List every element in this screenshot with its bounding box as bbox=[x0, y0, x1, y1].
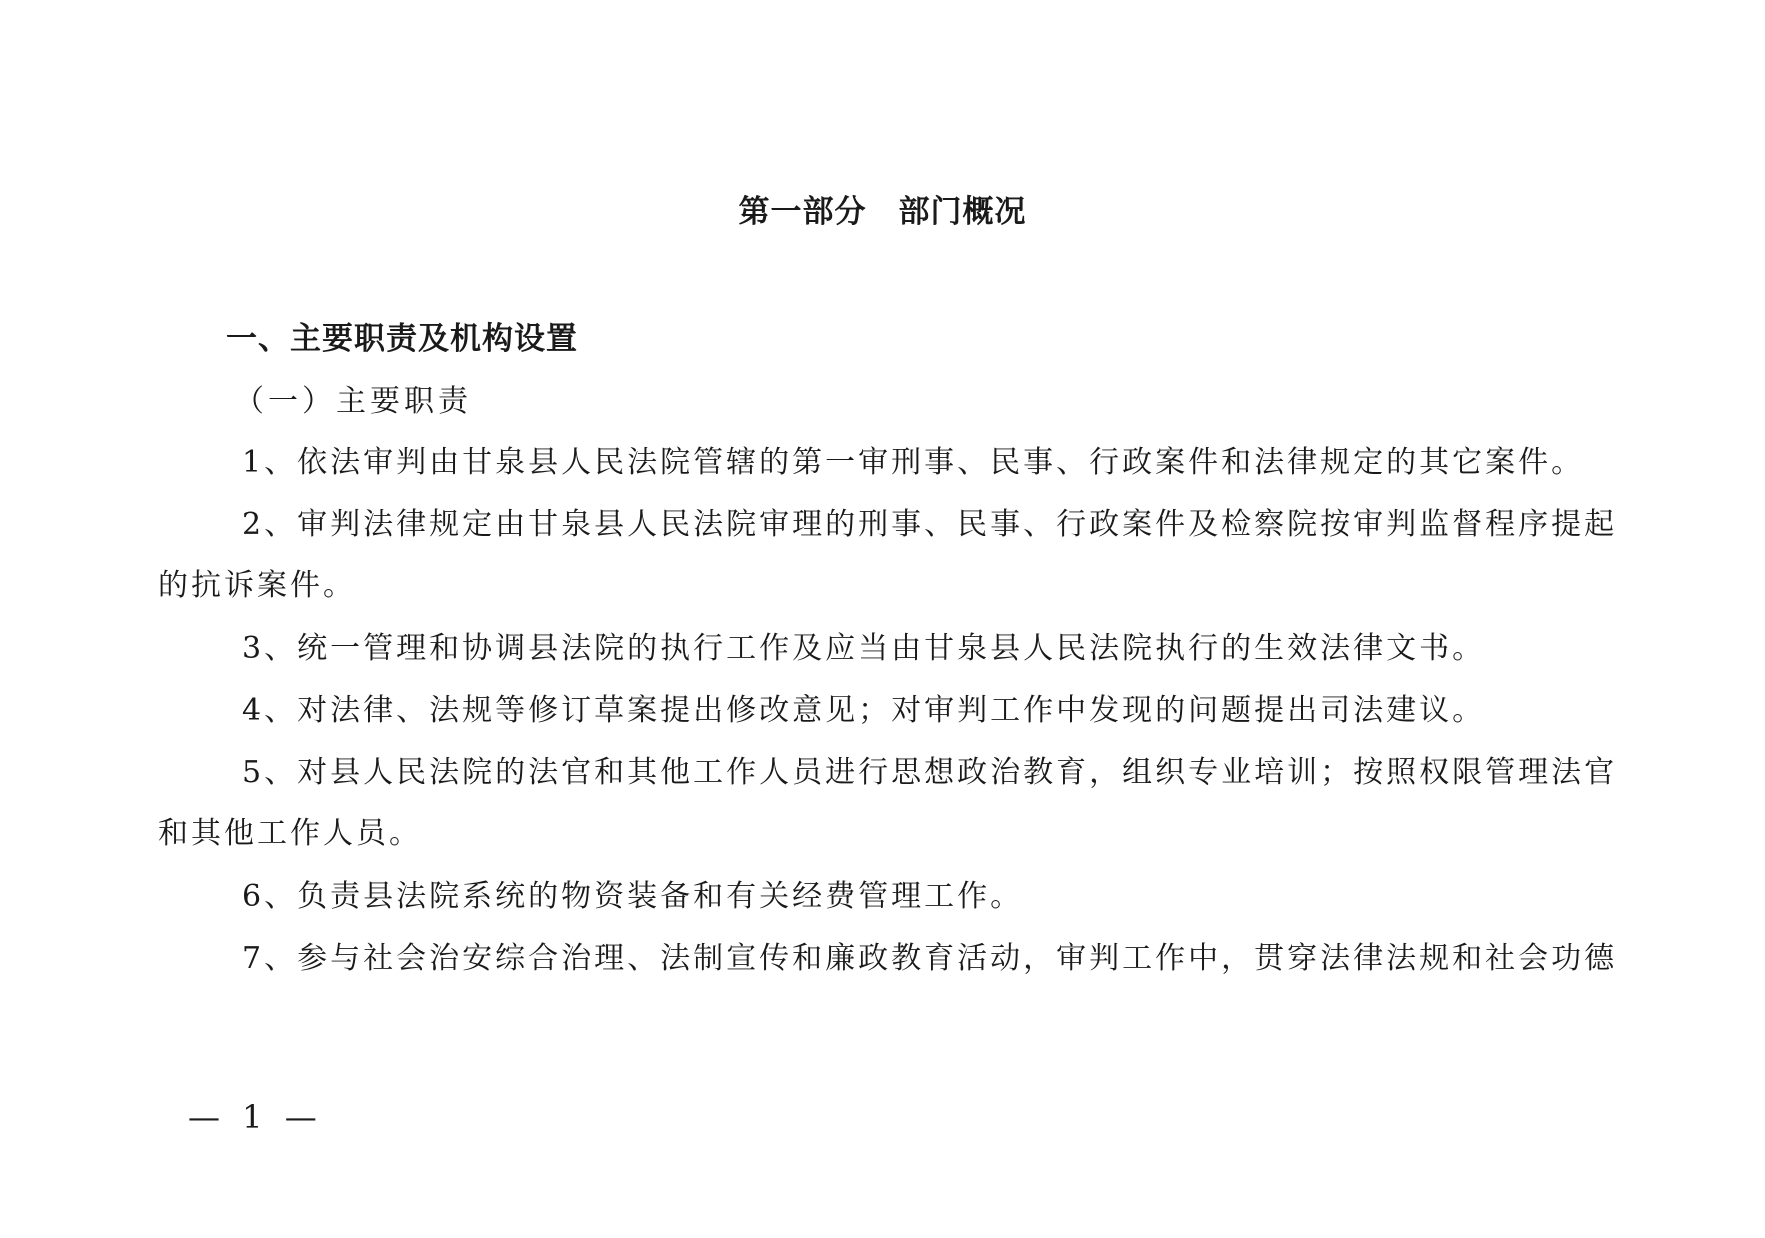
subsection-heading: （一）主要职责 bbox=[234, 384, 472, 419]
duty-paragraph-2: 2、审判法律规定由甘泉县人民法院审理的刑事、民事、行政案件及检察院按审判监督程序提起的抗诉案件。 bbox=[158, 507, 1618, 603]
duty-paragraph-4: 4、对法律、法规等修订草案提出修改意见；对审判工作中发现的问题提出司法建议。 bbox=[242, 693, 1486, 728]
section-heading: 一、主要职责及机构设置 bbox=[226, 321, 578, 357]
duty-paragraph-3: 3、统一管理和协调县法院的执行工作及应当由甘泉县人民法院执行的生效法律文书。 bbox=[242, 631, 1486, 666]
duty-paragraph-1: 1、依法审判由甘泉县人民法院管辖的第一审刑事、民事、行政案件和法律规定的其它案件。 bbox=[242, 445, 1585, 480]
duty-paragraph-5: 5、对县人民法院的法官和其他工作人员进行思想政治教育，组织专业培训；按照权限管理法官和其他工作人员。 bbox=[158, 755, 1618, 851]
page-title: 第一部分 部门概况 bbox=[738, 194, 1027, 230]
page-number: — 1 — bbox=[188, 1098, 323, 1136]
duty-paragraph-7: 7、参与社会治安综合治理、法制宣传和廉政教育活动，审判工作中，贯穿法律法规和社会功德 bbox=[242, 941, 1618, 976]
duty-paragraph-6: 6、负责县法院系统的物资装备和有关经费管理工作。 bbox=[242, 879, 1024, 914]
